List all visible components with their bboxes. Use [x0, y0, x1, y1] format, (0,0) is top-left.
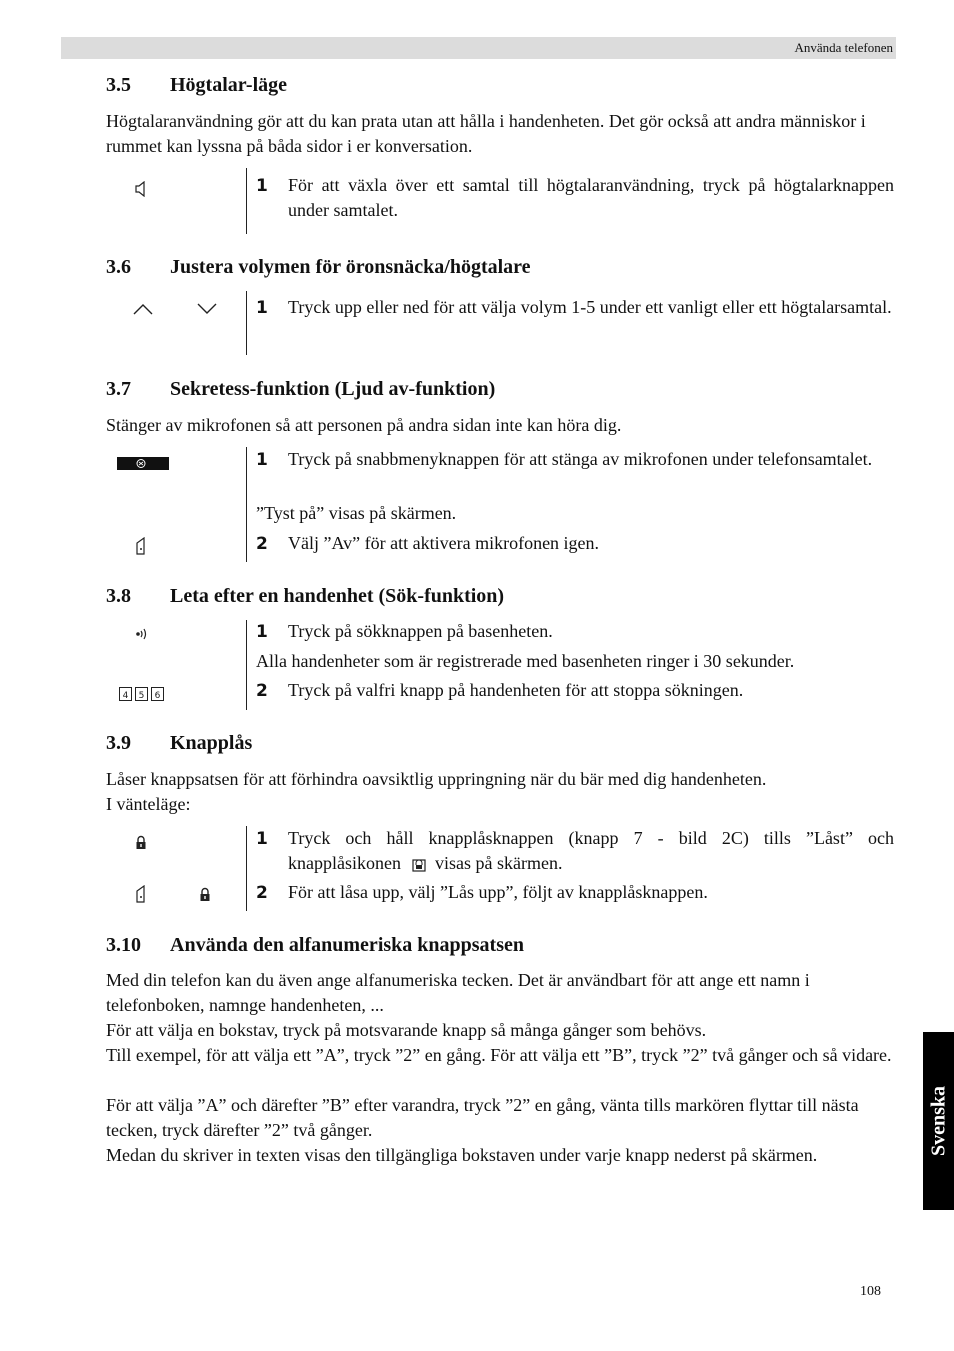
divider: [246, 826, 247, 911]
page-number: 108: [860, 1284, 881, 1299]
step-note: Alla handenheter som är registrerade med basenheten ringer i 30 sekunder.: [256, 651, 795, 671]
divider: [246, 291, 247, 355]
section-title: Sekretess-funktion (Ljud av-funktion): [170, 378, 496, 400]
step-text-part: visas på skärmen.: [434, 853, 563, 873]
step-text: Tryck på snabbmenyknappen för att stänga av mikrofonen under telefonsamtalet.: [288, 449, 873, 469]
step-item: [256, 880, 894, 905]
step-text: Tryck på sökknappen på basenheten.: [288, 621, 553, 641]
paragraph: Medan du skriver in texten visas den tillgängliga bokstaven under varje knapp nederst på skärmen.: [106, 1145, 818, 1165]
header-title: Använda telefonen: [794, 40, 893, 55]
step-item: [256, 173, 894, 223]
section-heading-3-10: [106, 934, 524, 957]
language-tab: [923, 1032, 954, 1210]
step-text: Tryck på valfri knapp på handenheten för att stoppa sökningen.: [288, 680, 744, 700]
section-number: 3.7: [106, 378, 131, 400]
step-item: [256, 295, 894, 320]
step-text: Välj ”Av” för att aktivera mikrofonen igen.: [288, 533, 600, 553]
keypad-keys-icon: [119, 686, 165, 702]
step-text: För att låsa upp, välj ”Lås upp”, följt av knapplåsknappen.: [288, 882, 708, 902]
step-note: ”Tyst på” visas på skärmen.: [256, 503, 457, 523]
section-title: Högtalar-läge: [170, 74, 288, 96]
section-number: 3.6: [106, 256, 131, 278]
section-title: Knapplås: [170, 732, 253, 754]
key-label: 6: [154, 691, 161, 701]
section-intro: Stänger av mikrofonen så att personen på andra sidan inte kan höra dig.: [106, 415, 622, 435]
step-number: 1: [256, 298, 268, 318]
divider: [246, 620, 247, 710]
section-title: Justera volymen för öronsnäcka/högtalare: [170, 256, 531, 278]
step-text: Tryck upp eller ned för att välja volym 1-5 under ett vanligt eller ett högtalarsamtal.: [288, 297, 892, 317]
section-heading-3-9: [106, 732, 252, 755]
section-heading-3-5: [106, 74, 287, 97]
divider: [246, 447, 247, 562]
step-item: [256, 678, 894, 703]
section-number: 3.10: [106, 934, 141, 956]
quick-menu-key-icon: [117, 457, 169, 470]
step-item: [256, 619, 894, 644]
section-heading-3-6: [106, 256, 531, 279]
lock-icon: [135, 835, 147, 850]
step-text-part: knapplåsikonen: [288, 853, 401, 873]
section-number: 3.8: [106, 585, 131, 607]
step-number: 1: [256, 176, 268, 196]
section-title: Använda den alfanumeriska knappsatsen: [170, 934, 524, 956]
step-number: 1: [256, 450, 268, 470]
chevron-up-icon: [133, 303, 153, 315]
step-number: 2: [256, 681, 268, 701]
paging-icon: [135, 627, 149, 641]
softkey-icon: [134, 885, 148, 903]
lock-icon: [199, 887, 211, 902]
key-label: 5: [138, 691, 145, 701]
step-text: Tryck och håll knapplåsknappen (knapp 7 - bild 2C) tills ”Låst” och: [288, 828, 894, 848]
step-number: 2: [256, 883, 268, 903]
section-intro: I vänteläge:: [106, 794, 191, 814]
section-title: Leta efter en handenhet (Sök-funktion): [170, 585, 505, 607]
step-item: [256, 447, 894, 472]
paragraph: För att välja ”A” och därefter ”B” efter varandra, tryck ”2” en gång, vänta tills markören flyttar till nästa tecken, tryck därefter ”2” två gånger.: [106, 1095, 859, 1140]
section-heading-3-7: [106, 378, 495, 401]
key-label: 4: [122, 691, 129, 701]
section-intro: Högtalaranvändning gör att du kan prata utan att hålla i handenheten. Det gör också att andra människor i rummet kan lyssna på båda sidor i er konversation.: [106, 111, 866, 156]
step-text-continued: [288, 851, 562, 876]
softkey-icon: [134, 537, 148, 555]
step-number: 2: [256, 534, 268, 554]
section-intro: Låser knappsatsen för att förhindra oavsiktlig uppringning när du bär med dig handenheten.: [106, 769, 767, 789]
speaker-icon: [134, 181, 148, 197]
section-number: 3.9: [106, 732, 131, 754]
step-item: [256, 826, 894, 851]
keypad-lock-screen-icon: [411, 857, 427, 873]
step-text: För att växla över ett samtal till högtalaranvändning, tryck på högtalarknappen under samtalet.: [288, 175, 894, 220]
step-number: 1: [256, 622, 268, 642]
paragraph: För att välja en bokstav, tryck på motsvarande knapp så många gånger som behövs.: [106, 1020, 707, 1040]
divider: [246, 168, 247, 234]
section-number: 3.5: [106, 74, 131, 96]
running-header: [61, 37, 896, 59]
step-number: 1: [256, 829, 268, 849]
paragraph: Med din telefon kan du även ange alfanumeriska tecken. Det är användbart för att ange ett namn i telefonboken, namnge handenheten, ...: [106, 970, 810, 1015]
section-heading-3-8: [106, 585, 504, 608]
paragraph: Till exempel, för att välja ett ”A”, tryck ”2” en gång. För att välja ett ”B”, tryck ”2” två gånger och så vidare.: [106, 1045, 892, 1065]
chevron-down-icon: [197, 303, 217, 315]
step-item: [256, 531, 894, 556]
language-tab-label: Svenska: [927, 1085, 949, 1157]
keypad-keys: [119, 686, 165, 707]
